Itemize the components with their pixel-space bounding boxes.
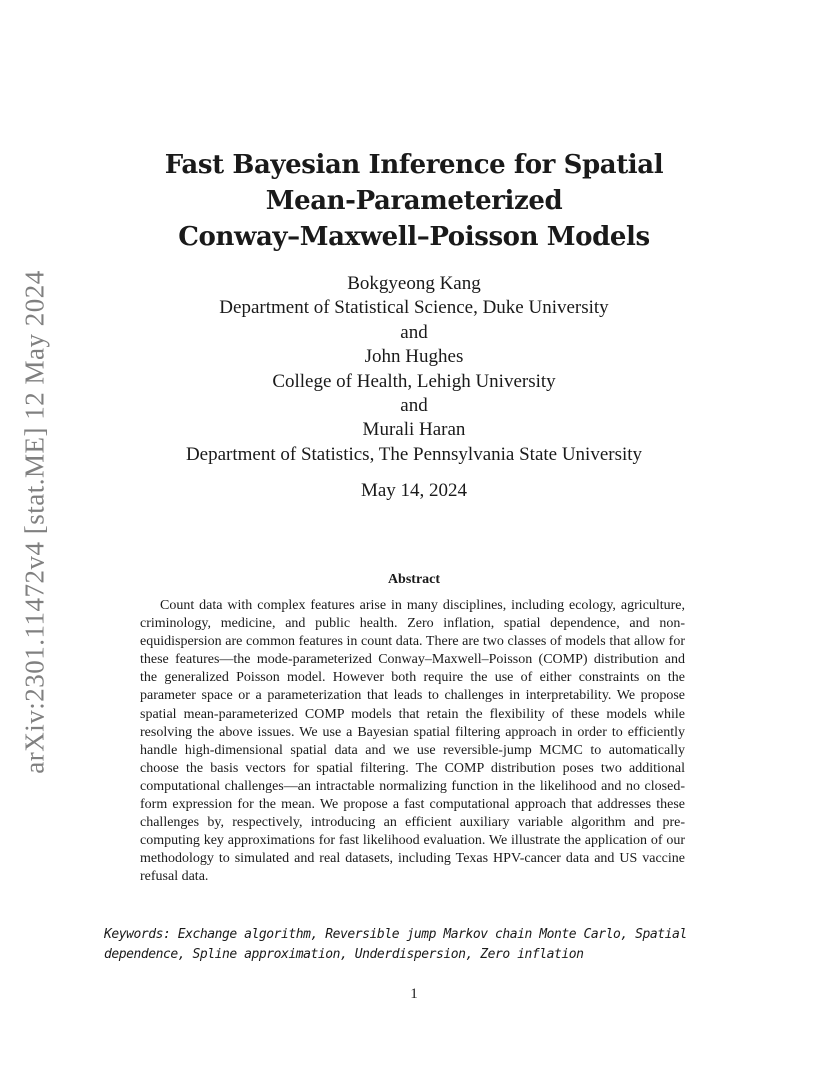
publication-date: May 14, 2024	[360, 480, 468, 501]
abstract-heading: Abstract	[387, 572, 441, 587]
author-affiliation: Department of Statistical Science, Duke University	[219, 297, 609, 319]
title-line: Conway–Maxwell–Poisson Models	[178, 222, 650, 252]
arxiv-identifier: arXiv:2301.11472v4 [stat.ME] 12 May 2024	[19, 270, 50, 774]
author-separator: and	[400, 321, 428, 343]
keywords: Keywords: Exchange algorithm, Reversible jump Markov chain Monte Carlo, Spatial dependence, Spline approximation, Underdispersion, Zero inflation	[104, 927, 687, 962]
author-affiliation: College of Health, Lehigh University	[272, 370, 556, 392]
author-affiliation: Department of Statistics, The Pennsylvania State University	[185, 443, 643, 465]
author-separator: and	[400, 395, 428, 417]
abstract-text: Count data with complex features arise in many disciplines, including ecology, agriculture, criminology, medicine, and public health. Zero inflation, spatial dependence, and non-equidispersion are common features in count data. There are two classes of models that allow for these features—the mode-parameterized Conway–Maxwell–Poisson (COMP) distribution and the generalized Poisson model. However both require the use of either constraints on the parameter space or a parameterization that leads to challenges in interpretability. We propose spatial mean-parameterized COMP models that retain the flexibility of these models while resolving the above issues. We use a Bayesian spatial filtering approach in order to efficiently handle high-dimensional spatial data and we use reversible-jump MCMC to automatically choose the basis vectors for spatial filtering. The COMP distribution poses two additional computational challenges—an intractable normalizing function in the likelihood and no closed-form expression for the mean. We propose a fast computational approach that addresses these challenges by, respectively, introducing an efficient auxiliary variable algorithm and pre-computing key approximations for fast likelihood evaluation. We illustrate the application of our methodology to simulated and real datasets, including Texas HPV-cancer data and US vaccine refusal data.	[140, 598, 685, 885]
author-block	[0, 272, 828, 467]
page-number: 1	[410, 986, 418, 1002]
author-name: John Hughes	[364, 346, 464, 368]
title-line: Mean-Parameterized	[265, 186, 563, 216]
paper-title	[0, 147, 828, 255]
author-name: Murali Haran	[362, 419, 466, 441]
author-name: Bokgyeong Kang	[347, 273, 481, 294]
title-line: Fast Bayesian Inference for Spatial	[164, 150, 664, 180]
